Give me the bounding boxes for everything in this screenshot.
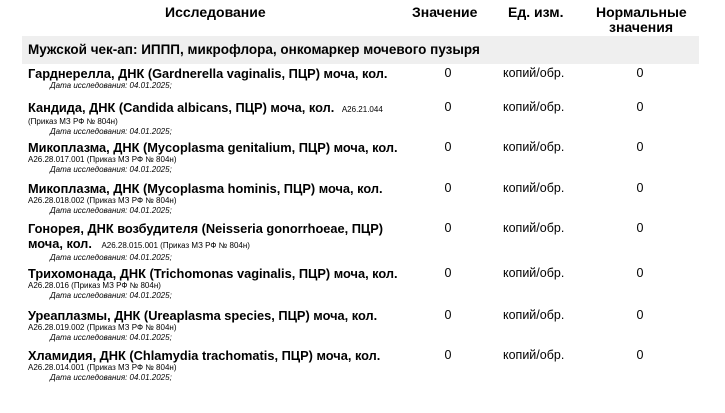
test-date: Дата исследования: 04.01.2025; — [50, 373, 172, 382]
test-value: 0 — [444, 100, 452, 114]
column-header-value: Значение — [412, 4, 478, 20]
table-row — [28, 266, 698, 301]
test-norm: 0 — [636, 348, 644, 362]
test-date: Дата исследования: 04.01.2025; — [50, 291, 172, 300]
test-date: Дата исследования: 04.01.2025; — [50, 206, 172, 215]
table-row — [28, 140, 698, 175]
test-code: A26.28.019.002 (Приказ МЗ РФ № 804н) — [28, 323, 177, 332]
test-date: Дата исследования: 04.01.2025; — [50, 165, 172, 174]
test-value: 0 — [444, 140, 452, 154]
test-norm: 0 — [636, 221, 644, 235]
test-unit: копий/обр. — [503, 100, 565, 114]
test-value: 0 — [444, 266, 452, 280]
test-name: Микоплазма, ДНК (Mycoplasma hominis, ПЦР) моча, кол. — [28, 181, 383, 196]
test-unit: копий/обр. — [503, 308, 565, 322]
test-norm: 0 — [636, 140, 644, 154]
test-name-cont: моча, кол. — [28, 236, 92, 251]
table-row — [28, 100, 698, 137]
test-name: Микоплазма, ДНК (Mycoplasma genitalium, ПЦР) моча, кол. — [28, 140, 398, 155]
test-unit: копий/обр. — [503, 348, 565, 362]
test-code: A26.28.017.001 (Приказ МЗ РФ № 804н) — [28, 155, 177, 164]
test-norm: 0 — [636, 66, 644, 80]
section-title: Мужской чек-ап: ИППП, микрофлора, онкомаркер мочевого пузыря — [22, 36, 699, 64]
column-header-study: Исследование — [165, 4, 266, 20]
test-name: Уреаплазмы, ДНК (Ureaplasma species, ПЦР) моча, кол. — [28, 308, 378, 323]
test-date: Дата исследования: 04.01.2025; — [50, 127, 172, 136]
table-row — [28, 181, 698, 216]
test-value: 0 — [444, 308, 452, 322]
test-name-line — [28, 100, 428, 117]
test-code: A26.28.016 (Приказ МЗ РФ № 804н) — [28, 281, 161, 290]
test-norm: 0 — [636, 181, 644, 195]
test-unit: копий/обр. — [503, 266, 565, 280]
table-row — [28, 308, 698, 343]
column-header-unit: Ед. изм. — [508, 4, 564, 20]
test-unit: копий/обр. — [503, 221, 565, 235]
test-code: A26.21.044 — [341, 105, 383, 114]
test-norm: 0 — [636, 100, 644, 114]
test-name: Трихомонада, ДНК (Trichomonas vaginalis, ПЦР) моча, кол. — [28, 266, 398, 281]
test-date: Дата исследования: 04.01.2025; — [50, 253, 172, 262]
table-row — [28, 66, 698, 91]
test-name-line2 — [28, 236, 428, 253]
test-code: A26.28.015.001 (Приказ МЗ РФ № 804н) — [101, 241, 250, 250]
test-date: Дата исследования: 04.01.2025; — [50, 81, 172, 90]
test-norm: 0 — [636, 266, 644, 280]
test-unit: копий/обр. — [503, 181, 565, 195]
test-unit: копий/обр. — [503, 66, 565, 80]
test-value: 0 — [444, 221, 452, 235]
test-code: A26.28.018.002 (Приказ МЗ РФ № 804н) — [28, 196, 177, 205]
test-name: Гарднерелла, ДНК (Gardnerella vaginalis, ПЦР) моча, кол. — [28, 66, 388, 81]
column-header-norm-line1: Нормальные — [596, 4, 687, 20]
test-value: 0 — [444, 66, 452, 80]
table-row — [28, 221, 698, 263]
column-header-norm-line2: значения — [609, 19, 673, 35]
test-value: 0 — [444, 348, 452, 362]
test-code: A26.28.014.001 (Приказ МЗ РФ № 804н) — [28, 363, 177, 372]
test-date: Дата исследования: 04.01.2025; — [50, 333, 172, 342]
test-order: (Приказ МЗ РФ № 804н) — [28, 117, 118, 126]
test-norm: 0 — [636, 308, 644, 322]
column-header-norm — [596, 5, 686, 35]
table-row — [28, 348, 698, 383]
test-value: 0 — [444, 181, 452, 195]
test-name: Хламидия, ДНК (Chlamydia trachomatis, ПЦР) моча, кол. — [28, 348, 381, 363]
test-name: Кандида, ДНК (Candida albicans, ПЦР) моча, кол. — [28, 100, 335, 115]
test-name: Гонорея, ДНК возбудителя (Neisseria gonorrhoeae, ПЦР) — [28, 221, 384, 236]
test-unit: копий/обр. — [503, 140, 565, 154]
